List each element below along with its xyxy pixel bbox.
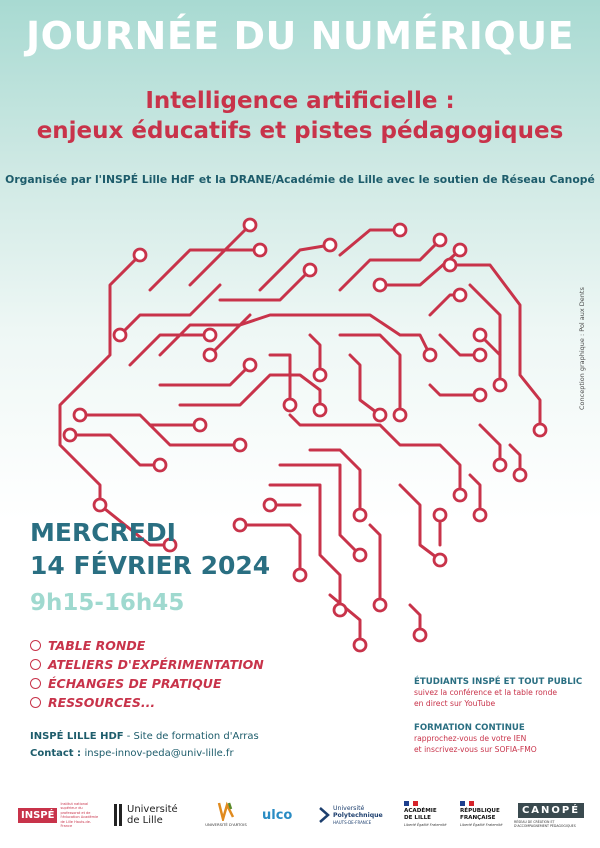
venue-name: INSPÉ LILLE HDF (30, 731, 124, 742)
activities-list (30, 636, 264, 712)
subtitle-line-2: enjeux éducatifs et pistes pédagogiques (36, 118, 564, 144)
polytechnique-logo (318, 795, 392, 835)
lille-line-2: de Lille (127, 815, 163, 826)
republique-line-1: RÉPUBLIQUE (460, 808, 500, 814)
academie-line-2: DE LILLE (404, 814, 432, 821)
academie-lille-logo (404, 795, 452, 835)
artois-caption: UNIVERSITÉ D'ARTOIS (205, 822, 247, 827)
poster-subtitle (0, 86, 600, 146)
activity-label: ÉCHANGES DE PRATIQUE (48, 676, 222, 691)
ulco-wordmark: ulco (262, 807, 293, 823)
activity-label: TABLE RONDE (48, 638, 146, 653)
polytechnique-mark-icon (318, 806, 330, 824)
republique-motto: Liberté Égalité Fraternité (460, 823, 503, 827)
inspe-logo (18, 795, 102, 835)
artois-mark-icon (215, 801, 237, 821)
academie-line-1: ACADÉMIE (404, 808, 437, 814)
organizer-text: Organisée par l'INSPÉ Lille HdF et la DRANE/Académie de Lille avec le soutien de Réseau Canopé (5, 173, 595, 186)
event-time: 9h15-16h45 (30, 590, 185, 616)
bullet-circle-icon (30, 697, 41, 708)
list-item (30, 636, 264, 655)
students-info (414, 677, 594, 709)
training-heading: FORMATION CONTINUE (414, 723, 525, 733)
venue-line (30, 731, 259, 742)
students-heading: ÉTUDIANTS INSPÉ ET TOUT PUBLIC (414, 677, 583, 687)
contact-email-link[interactable]: inspe-innov-peda@univ-lille.fr (84, 748, 234, 759)
training-info (414, 723, 594, 755)
universite-artois-logo (202, 795, 250, 835)
inspe-logo-caption: Institut national supérieur du professorat et de l'éducation Académie de Lille Hauts-de-France (60, 801, 99, 828)
poly-line-2: Polytechnique (333, 811, 383, 819)
training-line-1: rapprochez-vous de votre IEN (414, 734, 527, 743)
students-line-2: en direct sur YouTube (414, 699, 496, 708)
republique-francaise-logo (460, 795, 510, 835)
canope-wordmark: CANOPÉ (518, 803, 584, 818)
marianne-flag-icon (460, 801, 474, 806)
contact-label: Contact : (30, 748, 85, 759)
students-line-1: suivez la conférence et la table ronde (414, 688, 558, 697)
lille-line-1: Université (127, 804, 178, 815)
poster-title: JOURNÉE DU NUMÉRIQUE (25, 14, 575, 58)
event-date: 14 FÉVRIER 2024 (30, 551, 271, 580)
canope-logo (514, 795, 588, 835)
marianne-flag-icon (404, 801, 418, 806)
republique-line-2: FRANÇAISE (460, 814, 496, 821)
list-item (30, 693, 264, 712)
poly-line-1: Université (333, 804, 365, 812)
list-item (30, 655, 264, 674)
activity-label: RESSOURCES... (48, 695, 156, 710)
partner-logos (0, 795, 600, 835)
bullet-circle-icon (30, 678, 41, 689)
academie-motto: Liberté Égalité Fraternité (404, 823, 447, 827)
poly-line-3: HAUTS-DE-FRANCE (333, 819, 372, 825)
event-day: MERCREDI (30, 518, 176, 547)
contact-line (30, 748, 234, 759)
ulco-logo (262, 795, 302, 835)
inspe-logo-mark: INSPÉ (18, 808, 57, 823)
design-credit: Conception graphique : Pol aux Dents (578, 287, 586, 410)
bullet-circle-icon (30, 640, 41, 651)
canope-caption: RÉSEAU DE CRÉATION ET D'ACCOMPAGNEMENT PÉDAGOGIQUES (514, 819, 576, 828)
subtitle-line-1: Intelligence artificielle : (145, 88, 455, 114)
training-line-2: et inscrivez-vous sur SOFIA-FMO (414, 745, 537, 754)
bullet-circle-icon (30, 659, 41, 670)
activity-label: ATELIERS D'EXPÉRIMENTATION (48, 657, 264, 672)
venue-detail: - Site de formation d'Arras (123, 731, 259, 742)
universite-lille-logo (114, 795, 192, 835)
list-item (30, 674, 264, 693)
